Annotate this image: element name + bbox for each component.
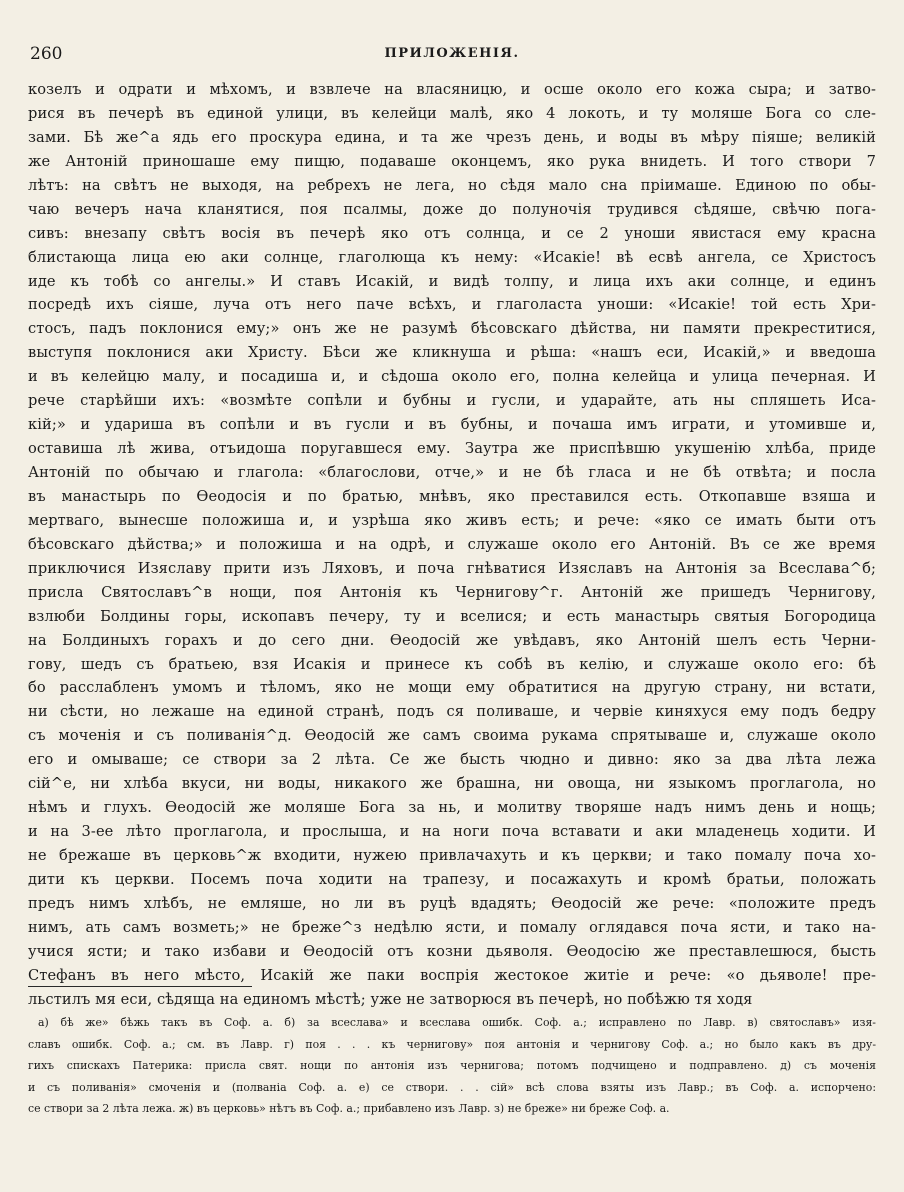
footnotes bbox=[28, 1012, 876, 1120]
text-line: Стефанъ въ него мѣсто, Исакій же паки воспрія жестокое житіе и рече: «о дьяволе! пре- bbox=[28, 966, 876, 984]
text-line: льстилъ мя еси, сѣдяща на единомъ мѣстѣ; уже не затворюся въ печерѣ, но побѣжю тя ходя bbox=[28, 990, 753, 1008]
text-line: мертваго, вынесше положиша и, и узрѣша яко живъ есть; и рече: «яко се имать быти отъ bbox=[28, 511, 876, 529]
page-header bbox=[28, 44, 876, 68]
text-line: блистающа лица ею аки солнце, глаголюща къ нему: «Исакіе! вѣ есвѣ ангела, се Христосъ bbox=[28, 248, 876, 266]
footnote-line: а) бѣ же» бѣжь такъ въ Соф. а. б) за всеслава» и всеслава ошибк. Соф. а.; исправлено по Лавр. в) святославъ» изя- bbox=[38, 1016, 876, 1029]
running-head: ПРИЛОЖЕНІЯ. bbox=[384, 46, 520, 61]
text-line: козелъ и одрати и мѣхомъ, и взвлече на власяницю, и осше около его кожа сыра; и затво- bbox=[28, 81, 876, 98]
text-line: лѣтъ: на свѣтъ не выходя, на ребрехъ не лега, но сѣдя мало сна пріимаше. Единою по обы- bbox=[28, 176, 876, 194]
text-line: въ манастырь по Ѳеодосія и по братью, мнѣвъ, яко преставился есть. Откопавше взяша и bbox=[28, 487, 876, 505]
text-line: дити къ церкви. Посемъ поча ходити на трапезу, и посажахуть и кромѣ братьи, положать bbox=[28, 870, 876, 888]
text-line: нимъ, ать самъ возметь;» не бреже^з недѣлю ясти, и помалу оглядався поча ясти, и тако на- bbox=[28, 918, 876, 936]
footnote-line: и съ поливанія» смоченія и (полваніа Соф. а. е) се створи. . . сій» всѣ слова взяты изъ Лавр.; въ Соф. а. испорчено: bbox=[28, 1080, 876, 1094]
text-line: его и омываше; се створи за 2 лѣта. Се же бысть чюдно и дивно: яко за два лѣта лежа bbox=[28, 751, 876, 769]
text-line: стосъ, падъ поклонися ему;» онъ же не разумѣ бѣсовскаго дѣйства, ни памяти прекреститися, bbox=[28, 320, 876, 338]
text-line: иде къ тобѣ со ангелы.» И ставъ Исакій, и видѣ толпу, и лица ихъ аки солнце, и единъ bbox=[28, 272, 876, 290]
text-line: гову, шедъ съ братьею, взя Исакія и принесе къ собѣ въ келію, и служаше около его: бѣ bbox=[28, 655, 876, 673]
text-line: посредѣ ихъ сіяше, луча отъ него паче всѣхъ, и глаголаста уноши: «Исакіе! той есть Хри- bbox=[28, 296, 876, 314]
text-line: учися ясти; и тако избави и Ѳеодосій отъ козни дьяволя. Ѳеодосію же преставлешюся, бысть bbox=[28, 942, 876, 960]
text-line: же Антоній приношаше ему пищю, подаваше оконцемъ, яко рука внидеть. И того створи 7 bbox=[28, 152, 876, 170]
text-line: рече старѣйши ихъ: «возмѣте сопѣли и бубны и гусли, и ударайте, ать ны спляшеть Иса- bbox=[28, 392, 876, 410]
text-line: на Болдиныхъ горахъ и до сего дни. Ѳеодосій же увѣдавъ, яко Антоній шелъ есть Черни- bbox=[28, 631, 876, 649]
text-line: и на 3-ее лѣто проглагола, и прослыша, и на ноги поча вставати и аки младенець ходити. И bbox=[28, 823, 876, 841]
text-line: предъ нимъ хлѣбъ, не емляше, но ли въ руцѣ вдадять; Ѳеодосій же рече: «положите предъ bbox=[28, 894, 876, 912]
text-line: кій;» и удариша въ сопѣли и въ гусли и въ бубны, и почаша имъ играти, и утомивше и, bbox=[28, 416, 876, 434]
text-line: зами. Бѣ же^а ядь его проскура едина, и та же чрезъ день, и воды въ мѣру піяше; великій bbox=[28, 128, 876, 146]
footnote-line: гихъ спискахъ Патерика: присла свят. нощи по антонія изъ чернигова; потомъ подчищено и подправлено. д) съ моченія bbox=[28, 1059, 876, 1072]
text-line: Антоній по обычаю и глагола: «благослови, отче,» и не бѣ гласа и не бѣ отвѣта; и посла bbox=[28, 464, 876, 481]
text-line: сивъ: внезапу свѣтъ восія въ печерѣ яко отъ солнца, и се 2 уноши явистася ему красна bbox=[28, 224, 876, 242]
footnote-line: се створи за 2 лѣта лежа. ж) въ церковь» нѣтъ въ Соф. а.; прибавлено изъ Лавр. з) не бреже» ни бреже Соф. а. bbox=[28, 1102, 670, 1115]
text-line: чаю вечеръ нача кланятися, поя псалмы, доже до полуночія трудився сѣдяше, свѣчю пога- bbox=[28, 200, 876, 218]
text-line: съ моченія и съ поливанія^д. Ѳеодосій же самъ своима рукама спрятываше и, служаше около bbox=[28, 727, 876, 745]
text-line: и въ келейцю малу, и посадиша и, и сѣдоша около его, полна келейца и улица печерная. И bbox=[28, 368, 876, 386]
text-line: взлюби Болдины горы, ископавъ печеру, ту и вселися; и есть манастырь святыя Богородица bbox=[28, 607, 876, 625]
text-line: сій^е, ни хлѣба вкуси, ни воды, никакого же брашна, ни овоща, ни языкомъ проглагола, но bbox=[28, 775, 876, 793]
text-line: не брежаше въ церковь^ж входити, нужею привлачахуть и къ церкви; и тако помалу поча хо- bbox=[28, 847, 876, 864]
page-number: 260 bbox=[30, 44, 63, 64]
text-line: нѣмъ и глухъ. Ѳеодосій же моляше Бога за нь, и молитву творяше надъ нимъ день и нощь; bbox=[28, 799, 876, 817]
footnote-line: славъ ошибк. Соф. а.; см. въ Лавр. г) поя . . . къ чернигову» поя антонія и чернигову Соф. а.; но было какъ въ дру- bbox=[28, 1037, 876, 1051]
text-line: бѣсовскаго дѣйства;» и положиша и на одрѣ, и служаше около его Антоній. Въ се же время bbox=[28, 535, 876, 553]
text-line: рися въ печерѣ въ единой улици, въ келейци малѣ, яко 4 локоть, и ту моляше Бога со сле- bbox=[28, 104, 876, 122]
text-line: присла Святославъ^в нощи, поя Антонія къ Чернигову^г. Антоній же пришедъ Чернигову, bbox=[28, 583, 876, 601]
body-text bbox=[28, 78, 876, 1012]
text-line: оставиша лѣ жива, отъидоша поругавшеся ему. Заутра же приспѣвшю укушенію хлѣба, приде bbox=[28, 440, 876, 458]
text-line: выступя поклонися аки Христу. Бѣси же кликнуша и рѣша: «нашъ еси, Исакій,» и введоша bbox=[28, 344, 876, 362]
text-line: ни сѣсти, но лежаше на единой странѣ, подъ ся поливаше, и червіе киняхуся ему подъ бедру bbox=[28, 703, 876, 721]
text-line: приключися Изяславу прити изъ Ляховъ, и поча гнѣватися Изяславъ на Антонія за Всеслава^б; bbox=[28, 559, 876, 577]
footnote-rule bbox=[28, 986, 252, 987]
text-line: бо расслабленъ умомъ и тѣломъ, яко не мощи ему обратитися на другую страну, ни встати, bbox=[28, 679, 876, 697]
